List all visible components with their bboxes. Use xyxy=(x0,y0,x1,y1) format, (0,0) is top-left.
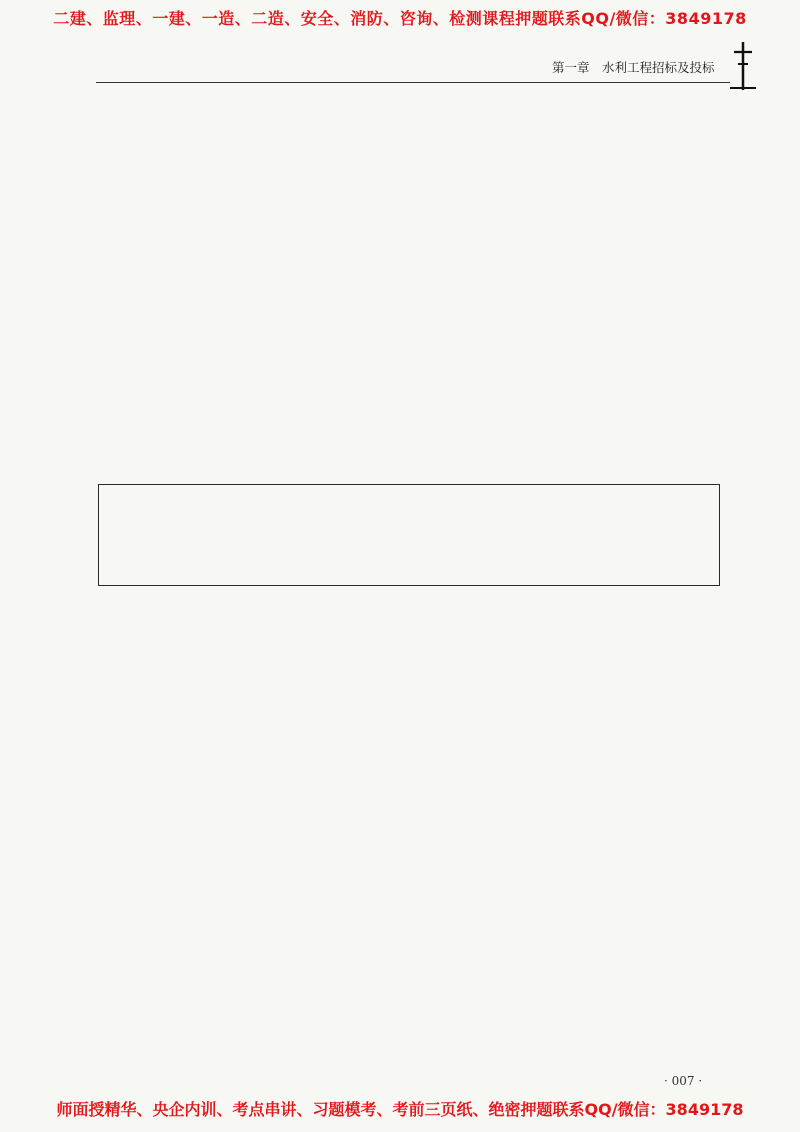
cross-marker-icon xyxy=(730,42,756,90)
top-banner: 二建、监理、一建、一造、二造、安全、消防、咨询、检测课程押题联系QQ/微信：3849178 xyxy=(53,9,747,28)
paragraph xyxy=(96,104,726,132)
paragraph xyxy=(96,160,726,188)
header-rule xyxy=(96,82,730,83)
page-number: · 007 · xyxy=(664,1074,703,1088)
page-body xyxy=(96,104,726,188)
quoted-regulation-box xyxy=(98,484,720,586)
bottom-banner: 师面授精华、央企内训、考点串讲、习题模考、考前三页纸、绝密押题联系QQ/微信：3849178 xyxy=(56,1100,744,1119)
running-head: 第一章 水利工程招标及投标 xyxy=(552,60,715,75)
paragraph xyxy=(96,132,726,160)
